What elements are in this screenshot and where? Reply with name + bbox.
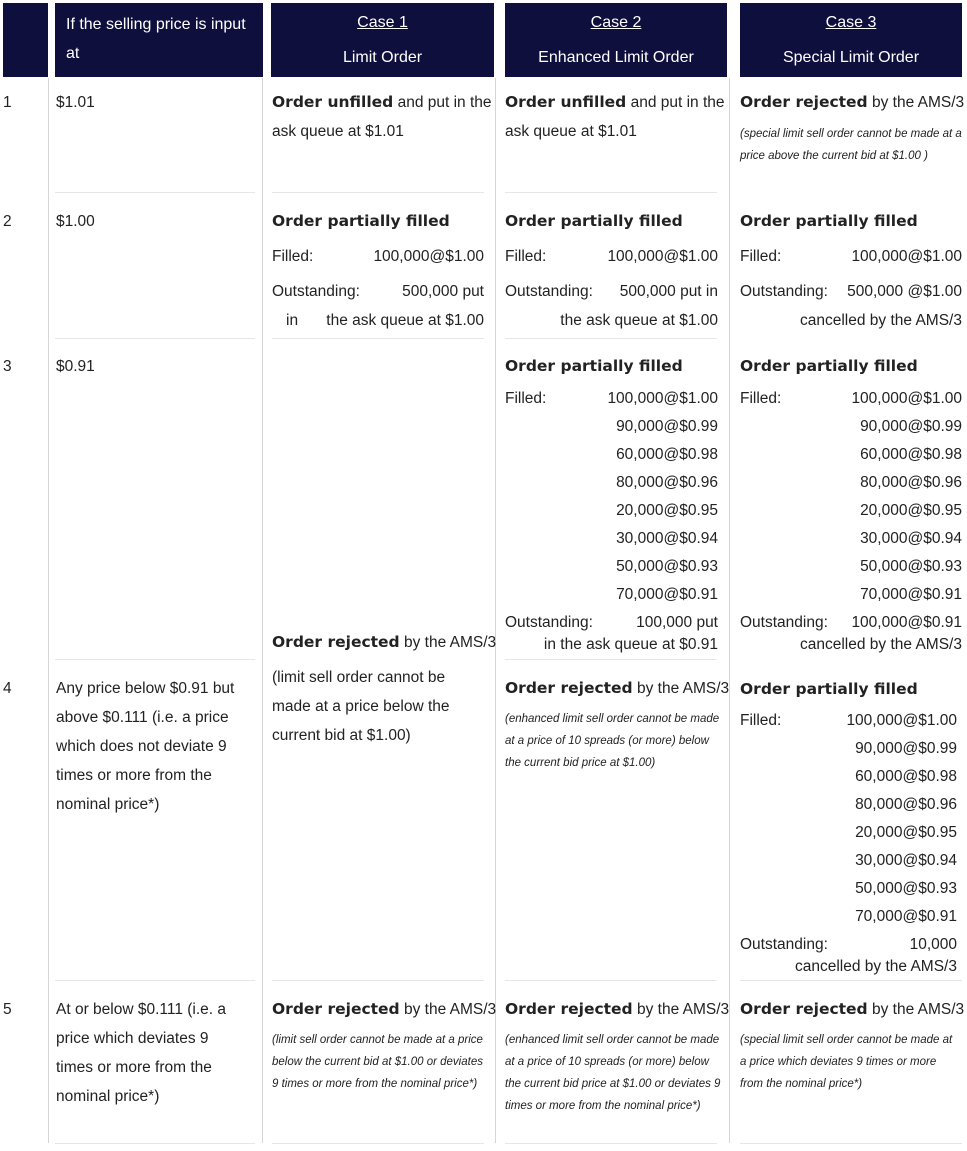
case3-row1-status: Order rejected by the AMS/3	[740, 93, 965, 111]
case1-row3-4-note: (limit sell order cannot be made at a price below the current bid at $1.00)	[272, 669, 450, 744]
fill-line: 50,000@$0.93	[860, 558, 962, 575]
header-case-3	[740, 3, 962, 77]
case2-row3-filled-label: Filled:	[505, 390, 547, 407]
fill-line: 80,000@$0.96	[616, 474, 718, 491]
fill-line: 60,000@$0.98	[855, 768, 957, 785]
case3-row2-filled-label: Filled:	[740, 248, 782, 265]
fill-line: 30,000@$0.94	[855, 852, 957, 869]
header-case-2	[505, 3, 727, 77]
fill-line: 100,000@$1.00	[851, 390, 962, 407]
fill-line: 90,000@$0.99	[855, 740, 957, 757]
header-case-1	[271, 3, 494, 77]
case1-row2-filled-value: 100,000@$1.00	[373, 248, 484, 265]
case1-row2-filled-label: Filled:	[272, 248, 314, 265]
row-divider	[505, 338, 717, 339]
case2-row2-outstanding-value: 500,000 put in	[619, 283, 718, 300]
case1-row2-outstanding-value: 500,000 put	[402, 283, 484, 300]
case-1-name: Limit Order	[342, 49, 423, 66]
case3-row2-filled-value: 100,000@$1.00	[851, 248, 962, 265]
fill-line: 70,000@$0.91	[860, 586, 962, 603]
case3-row5-status: Order rejected by the AMS/3	[740, 1000, 965, 1018]
case2-row2-filled-value: 100,000@$1.00	[607, 248, 718, 265]
row-divider	[55, 980, 255, 981]
fill-line: 60,000@$0.98	[860, 446, 962, 463]
row-price: At or below $0.111 (i.e. a price which deviates 9 times or more from the nominal price*)	[56, 1001, 227, 1105]
case-1-label: Case 1	[357, 14, 408, 31]
fill-line: 50,000@$0.93	[616, 558, 718, 575]
case3-row5-note: (special limit sell order cannot be made at a price which deviates 9 times or more from the nominal price*)	[740, 1034, 953, 1090]
case2-row2-filled-label: Filled:	[505, 248, 547, 265]
fill-line: 30,000@$0.94	[616, 530, 718, 547]
case1-row1-queue: ask queue at $1.01	[272, 123, 404, 140]
case1-row2-outstanding-in: in	[286, 312, 299, 329]
case3-row2-status: Order partially filled	[740, 212, 918, 230]
header-row-num-cell	[3, 3, 48, 77]
case3-row3-outstanding-cancelled: cancelled by the AMS/3	[800, 636, 962, 653]
case3-row3-status: Order partially filled	[740, 357, 918, 375]
case3-row4-outstanding-label: Outstanding:	[740, 936, 828, 953]
case3-row1-note: (special limit sell order cannot be made at a price above the current bid at $1.00 )	[740, 128, 962, 162]
case2-row5-status: Order rejected by the AMS/3	[505, 1000, 730, 1018]
case2-row1-queue: ask queue at $1.01	[505, 123, 637, 140]
case1-row5-status: Order rejected by the AMS/3	[272, 1000, 497, 1018]
case3-row2-outstanding-cancelled: cancelled by the AMS/3	[800, 312, 962, 329]
case-2-label: Case 2	[590, 14, 642, 31]
row-divider	[740, 1143, 962, 1144]
case3-row3-filled-label: Filled:	[740, 390, 782, 407]
case2-row3-status: Order partially filled	[505, 357, 683, 375]
case2-row2-status: Order partially filled	[505, 212, 683, 230]
case3-row3-outstanding-value: 100,000@$0.91	[851, 614, 962, 631]
case3-row4-outstanding-value: 10,000	[909, 936, 957, 953]
header-question: If the selling price is input at	[66, 16, 246, 62]
case1-row5-note: (limit sell order cannot be made at a price below the current bid at $1.00 or deviates 9 times or more from the nominal price*)	[272, 1034, 483, 1090]
column-divider	[729, 78, 730, 1143]
case1-row2-outstanding-label: Outstanding:	[272, 283, 360, 300]
case3-row3-outstanding-label: Outstanding:	[740, 614, 828, 631]
case2-row2-outstanding-label: Outstanding:	[505, 283, 593, 300]
fill-line: 80,000@$0.96	[860, 474, 962, 491]
case3-row2-outstanding-value: 500,000 @$1.00	[847, 283, 962, 300]
row-price: $0.91	[56, 358, 95, 375]
row-divider	[272, 338, 484, 339]
row-number: 3	[3, 358, 12, 375]
fill-line: 20,000@$0.95	[860, 502, 962, 519]
fill-line: 90,000@$0.99	[616, 418, 718, 435]
fill-line: 100,000@$1.00	[607, 390, 718, 407]
row-divider	[272, 980, 484, 981]
row-number: 2	[3, 213, 12, 230]
case1-row2-status: Order partially filled	[272, 212, 450, 230]
fill-line: 20,000@$0.95	[616, 502, 718, 519]
case3-row4-status: Order partially filled	[740, 680, 918, 698]
case-3-name: Special Limit Order	[782, 49, 920, 66]
row-divider	[55, 192, 255, 193]
row-divider	[55, 1143, 255, 1144]
row-price: $1.01	[56, 94, 95, 111]
row-price: $1.00	[56, 213, 95, 230]
fill-line: 20,000@$0.95	[855, 824, 957, 841]
case-3-label: Case 3	[825, 14, 877, 31]
column-divider	[495, 78, 496, 1143]
case2-row3-outstanding-label: Outstanding:	[505, 614, 593, 631]
case1-row2-outstanding-queue: the ask queue at $1.00	[326, 312, 484, 329]
case3-row2-outstanding-label: Outstanding:	[740, 283, 828, 300]
row-divider	[272, 192, 484, 193]
case2-row3-outstanding-value: 100,000 put	[636, 614, 718, 631]
column-divider	[48, 78, 49, 1143]
row-divider	[505, 659, 717, 660]
fill-line: 50,000@$0.93	[855, 880, 957, 897]
row-divider	[55, 338, 255, 339]
row-divider	[505, 980, 717, 981]
header-question-cell	[55, 3, 263, 77]
case2-row2-outstanding-queue: the ask queue at $1.00	[560, 312, 718, 329]
fill-line: 80,000@$0.96	[855, 796, 957, 813]
row-divider	[272, 1143, 484, 1144]
fill-line: 60,000@$0.98	[616, 446, 718, 463]
row-divider	[505, 192, 717, 193]
fill-line: 90,000@$0.99	[860, 418, 962, 435]
row-divider	[55, 659, 255, 660]
fill-line: 70,000@$0.91	[616, 586, 718, 603]
case-2-name: Enhanced Limit Order	[538, 49, 694, 66]
case2-row4-status: Order rejected by the AMS/3	[505, 679, 730, 697]
case3-row4-outstanding-cancelled: cancelled by the AMS/3	[795, 958, 957, 975]
row-number: 4	[3, 680, 12, 697]
case2-row4-note: (enhanced limit sell order cannot be made at a price of 10 spreads (or more) below the current bid price at $1.00)	[505, 713, 720, 769]
fill-line: 70,000@$0.91	[855, 908, 957, 925]
case3-row4-filled-label: Filled:	[740, 712, 782, 729]
row-price: Any price below $0.91 but above $0.111 (i.e. a price which does not deviate 9 times or more from the nominal price*)	[56, 680, 235, 813]
row-number: 5	[3, 1001, 12, 1018]
case2-row3-outstanding-queue: in the ask queue at $0.91	[543, 636, 718, 653]
column-divider	[262, 78, 263, 1143]
row-number: 1	[3, 94, 12, 111]
fill-line: 30,000@$0.94	[860, 530, 962, 547]
case2-row5-note: (enhanced limit sell order cannot be made at a price of 10 spreads (or more) below the current bid price at $1.00 or deviates 9 times or more from the nominal price*)	[505, 1034, 721, 1112]
row-divider	[505, 1143, 717, 1144]
case1-row1-status: Order unfilled and put in the	[272, 93, 492, 111]
case2-row1-status: Order unfilled and put in the	[505, 93, 725, 111]
case1-row3-4-status: Order rejected by the AMS/3	[272, 633, 497, 651]
fill-line: 100,000@$1.00	[846, 712, 957, 729]
